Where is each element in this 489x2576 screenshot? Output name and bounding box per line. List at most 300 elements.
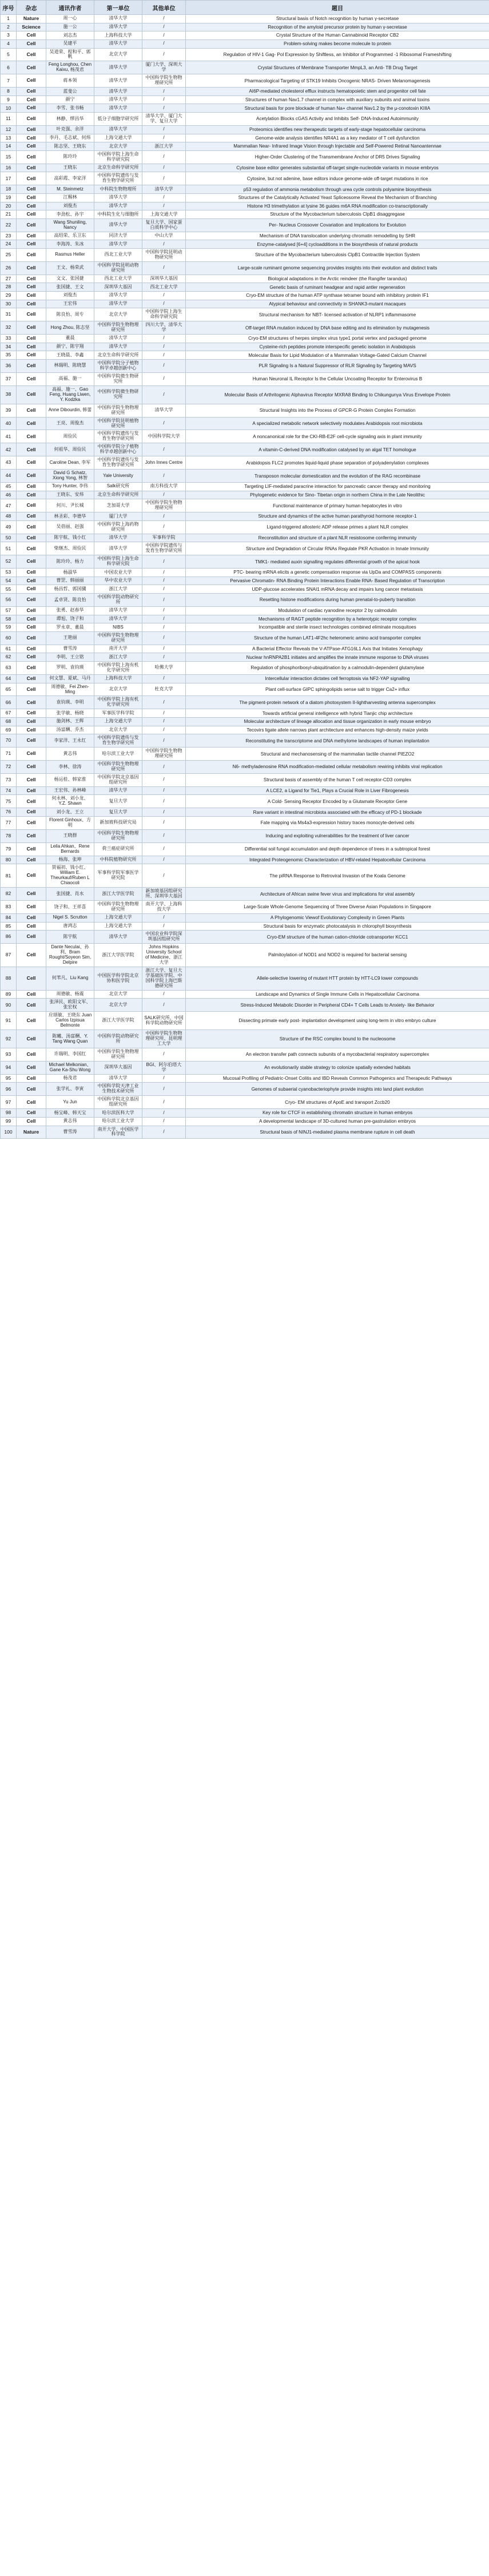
- table-row: [1, 967, 489, 990]
- cell-journal: Cell: [17, 1061, 46, 1074]
- table-body: [1, 15, 489, 1139]
- cell-title: Molecular Basis for Lipid Modulation of a Mammalian Voltage-Gated Calcium Channel: [186, 351, 489, 360]
- cell-index: 65: [1, 683, 17, 696]
- cell-first-affiliation: 西北工业大学: [94, 275, 142, 283]
- column-header-first-affiliation: 第一单位: [94, 1, 142, 15]
- cell-index: 33: [1, 335, 17, 343]
- cell-journal: Cell: [17, 717, 46, 726]
- cell-corresponding-author: 张国捷、王文: [46, 283, 94, 292]
- cell-other-affiliation: /: [142, 999, 186, 1012]
- cell-journal: Cell: [17, 696, 46, 709]
- cell-journal: Cell: [17, 944, 46, 967]
- cell-title: Cryo-EM structure of the human ATP synthase tetramer bound with inhibitory protein IF1: [186, 292, 489, 300]
- cell-title: Tecovirs ligate allele narrows plant architecture and enhances high-density maize yields: [186, 726, 489, 734]
- table-row: [1, 193, 489, 202]
- cell-corresponding-author: 高福、施一、Gao Feng, Huang Liwen, Y. Kodzka: [46, 385, 94, 404]
- cell-journal: Cell: [17, 359, 46, 372]
- table-row: [1, 96, 489, 104]
- cell-first-affiliation: 中国科学院遗传与发育生物学研究所: [94, 734, 142, 748]
- cell-other-affiliation: /: [142, 15, 186, 23]
- cell-first-affiliation: NIBS: [94, 623, 142, 632]
- cell-first-affiliation: 中国科学院生物物理研究所: [94, 761, 142, 774]
- cell-corresponding-author: 吴道荣、程和平、郭帆: [46, 48, 94, 61]
- table-row: [1, 512, 489, 521]
- cell-title: Structural and mechanosensing of the mammalian tactile channel PIEZO2: [186, 748, 489, 761]
- cell-other-affiliation: BGI、阿尔伯塔大学: [142, 1061, 186, 1074]
- cell-index: 71: [1, 748, 17, 761]
- cell-first-affiliation: 浙江大学: [94, 585, 142, 594]
- cell-first-affiliation: 上海交通大学: [94, 922, 142, 931]
- table-row: [1, 645, 489, 653]
- cell-title: Genetic basis of ruminant headgear and rapid antler regeneration: [186, 283, 489, 292]
- table-row: [1, 232, 489, 240]
- cell-first-affiliation: 中国科学院遗传与发育生物学研究所: [94, 430, 142, 443]
- table-row: [1, 1012, 489, 1030]
- cell-journal: Cell: [17, 483, 46, 491]
- cell-index: 15: [1, 150, 17, 164]
- cell-index: 74: [1, 786, 17, 795]
- cell-title: Enzyme-catalysed [6+4] cycloadditions in the biosynthesis of natural products: [186, 240, 489, 249]
- cell-corresponding-author: 饶子和、王祥喜: [46, 901, 94, 914]
- cell-title: A developmental landscape of 3D-cultured human pre-gastrulation embryos: [186, 1117, 489, 1126]
- cell-title: Functional maintenance of primary human hepatocytes in vitro: [186, 499, 489, 512]
- cell-other-affiliation: /: [142, 372, 186, 385]
- cell-title: Problem-solving makes become molecule to protein: [186, 39, 489, 48]
- cell-other-affiliation: 南方科技大学: [142, 483, 186, 491]
- cell-title: Resetting histone modifications during human prenatal-to-puberty transition: [186, 594, 489, 607]
- cell-other-affiliation: /: [142, 491, 186, 499]
- cell-index: 45: [1, 483, 17, 491]
- cell-other-affiliation: 中国科学院遗传与发育生物学研究所: [142, 542, 186, 555]
- cell-other-affiliation: /: [142, 48, 186, 61]
- cell-first-affiliation: 同济大学: [94, 232, 142, 240]
- cell-other-affiliation: /: [142, 922, 186, 931]
- cell-journal: Cell: [17, 308, 46, 321]
- cell-corresponding-author: Dante Neculai、孙利、Bram Rought/Soyeon Sim, Delpire: [46, 944, 94, 967]
- table-row: [1, 585, 489, 594]
- cell-corresponding-author: 颜宁、陈宇翔: [46, 343, 94, 351]
- cell-journal: Cell: [17, 734, 46, 748]
- cell-corresponding-author: 周一心: [46, 15, 94, 23]
- cell-other-affiliation: Johns Hopkins University School of Medicine、浙江大学: [142, 944, 186, 967]
- cell-corresponding-author: 张勇、赵春华: [46, 606, 94, 615]
- cell-corresponding-author: 王宏伟: [46, 300, 94, 308]
- cell-other-affiliation: /: [142, 1126, 186, 1139]
- cell-title: Higher-Order Clustering of the Transmembrane Anchor of DR5 Drives Signaling: [186, 150, 489, 164]
- cell-journal: Cell: [17, 292, 46, 300]
- cell-title: Transposon molecular domestication and the evolution of the RAG recombinase: [186, 470, 489, 483]
- cell-index: 90: [1, 999, 17, 1012]
- cell-journal: Cell: [17, 795, 46, 808]
- cell-index: 31: [1, 308, 17, 321]
- table-row: [1, 300, 489, 308]
- cell-corresponding-author: 蓝斐公: [46, 88, 94, 96]
- table-row: [1, 443, 489, 456]
- cell-journal: Cell: [17, 615, 46, 623]
- cell-title: Differential soil fungal accumulation and depth dependence of trees in a subtropical forest: [186, 842, 489, 856]
- cell-first-affiliation: 中国科学院动物研究所: [94, 1030, 142, 1048]
- cell-first-affiliation: 浙江大学医学院: [94, 888, 142, 901]
- cell-first-affiliation: 清华大学: [94, 300, 142, 308]
- cell-corresponding-author: 叶克强、余洋: [46, 126, 94, 134]
- cell-other-affiliation: /: [142, 31, 186, 40]
- cell-journal: Cell: [17, 1012, 46, 1030]
- cell-first-affiliation: 中国科学院上海有机化学研究所: [94, 696, 142, 709]
- cell-journal: Cell: [17, 372, 46, 385]
- table-row: [1, 491, 489, 499]
- cell-other-affiliation: /: [142, 512, 186, 521]
- cell-other-affiliation: 南开大学、上海科技大学: [142, 901, 186, 914]
- cell-index: 6: [1, 61, 17, 74]
- cell-index: 19: [1, 193, 17, 202]
- cell-journal: Cell: [17, 88, 46, 96]
- cell-corresponding-author: Wang Shuniling, Nancy: [46, 218, 94, 232]
- table-row: [1, 944, 489, 967]
- table-row: [1, 1126, 489, 1139]
- cell-other-affiliation: 杜克大学: [142, 683, 186, 696]
- cell-title: Human Neuronal IL Receptor Is the Cellular Uncoating Receptor for Enterovirus B: [186, 372, 489, 385]
- cell-first-affiliation: 北京大学: [94, 990, 142, 999]
- cell-index: 48: [1, 512, 17, 521]
- cell-index: 63: [1, 662, 17, 675]
- cell-other-affiliation: /: [142, 842, 186, 856]
- cell-first-affiliation: 中国科学院北京基因组研究所: [94, 773, 142, 786]
- cell-corresponding-author: 罗永章、董晨: [46, 623, 94, 632]
- cell-other-affiliation: /: [142, 709, 186, 718]
- cell-index: 38: [1, 385, 17, 404]
- cell-corresponding-author: 王晓东: [46, 164, 94, 172]
- cell-journal: Cell: [17, 709, 46, 718]
- table-row: [1, 31, 489, 40]
- table-row: [1, 999, 489, 1012]
- cell-index: 13: [1, 134, 17, 142]
- cell-title: An evolutionarily stable strategy to colonize spatially extended habitats: [186, 1061, 489, 1074]
- cell-journal: Cell: [17, 512, 46, 521]
- table-row: [1, 577, 489, 585]
- table-row: [1, 150, 489, 164]
- cell-index: 60: [1, 631, 17, 645]
- cell-first-affiliation: 中国科学院生物物理研究所: [94, 1048, 142, 1062]
- cell-first-affiliation: 复旦大学: [94, 808, 142, 817]
- cell-corresponding-author: 王艳丽: [46, 631, 94, 645]
- cell-other-affiliation: /: [142, 23, 186, 31]
- cell-other-affiliation: /: [142, 164, 186, 172]
- cell-other-affiliation: 中山大学: [142, 232, 186, 240]
- cell-other-affiliation: /: [142, 1074, 186, 1083]
- cell-journal: Cell: [17, 218, 46, 232]
- table-row: [1, 321, 489, 335]
- cell-title: Crystal Structure of the Human Cannabinoid Receptor CB2: [186, 31, 489, 40]
- cell-first-affiliation: 中国科学院上海生命科学研究院: [94, 150, 142, 164]
- cell-other-affiliation: /: [142, 520, 186, 534]
- cell-corresponding-author: 袁钧瑛、李明: [46, 696, 94, 709]
- cell-corresponding-author: 曹罡、韩丽丽: [46, 577, 94, 585]
- cell-title: Arabidopsis FLC2 promotes liquid-liquid phase separation of polyadenylation complexes: [186, 456, 489, 470]
- cell-corresponding-author: 周德敏、Fei Zhen-Ming: [46, 683, 94, 696]
- cell-first-affiliation: 清华大学: [94, 534, 142, 542]
- cell-corresponding-author: M. Steinmetz: [46, 185, 94, 194]
- cell-first-affiliation: 清华大学: [94, 343, 142, 351]
- cell-title: Crystal Structures of Membrane Transporter MmpL3, an Anti- TB Drug Target: [186, 61, 489, 74]
- cell-index: 39: [1, 404, 17, 417]
- cell-journal: Cell: [17, 126, 46, 134]
- cell-other-affiliation: /: [142, 172, 186, 185]
- cell-journal: Cell: [17, 499, 46, 512]
- cell-other-affiliation: John Innes Centre: [142, 456, 186, 470]
- cell-corresponding-author: 文文、张国捷: [46, 275, 94, 283]
- cell-journal: Cell: [17, 726, 46, 734]
- cell-other-affiliation: /: [142, 555, 186, 569]
- cell-first-affiliation: 清华大学: [94, 202, 142, 210]
- table-row: [1, 1061, 489, 1074]
- cell-corresponding-author: 李家洋、王永红: [46, 734, 94, 748]
- cell-corresponding-author: 汤富酬、乔杰: [46, 726, 94, 734]
- table-row: [1, 1109, 489, 1118]
- cell-other-affiliation: 中国农业科学院深圳基因组研究所: [142, 931, 186, 944]
- cell-other-affiliation: /: [142, 913, 186, 922]
- cell-corresponding-author: 颜宁: [46, 96, 94, 104]
- cell-first-affiliation: 厦门大学: [94, 512, 142, 521]
- table-row: [1, 842, 489, 856]
- table-row: [1, 1117, 489, 1126]
- cell-other-affiliation: 中国科学院生物物理研究所: [142, 748, 186, 761]
- cell-title: TMK1- mediated auxin signalling regulates differential growth of the apical hook: [186, 555, 489, 569]
- cell-title: Biological adaptations in the Arctic reindeer (the Rangifer tarandus): [186, 275, 489, 283]
- table-row: [1, 594, 489, 607]
- table-row: [1, 417, 489, 430]
- column-header-corresponding-author: 通讯作者: [46, 1, 94, 15]
- table-row: [1, 142, 489, 151]
- cell-title: A noncanonical role for the CKI-RB-E2F cell-cycle signaling axis in plant immunity: [186, 430, 489, 443]
- cell-corresponding-author: 刘志杰: [46, 31, 94, 40]
- cell-first-affiliation: 清华大学: [94, 193, 142, 202]
- cell-title: Cytosine base editor generates substantial off-target single-nucleotide variants in mouse embryos: [186, 164, 489, 172]
- cell-other-affiliation: /: [142, 1109, 186, 1118]
- cell-corresponding-author: 陈良怡、周专: [46, 308, 94, 321]
- cell-corresponding-author: 张学礼、李寅: [46, 1083, 94, 1096]
- cell-journal: Cell: [17, 520, 46, 534]
- cell-journal: Cell: [17, 1109, 46, 1118]
- cell-corresponding-author: 吴蓓丽、赵强: [46, 520, 94, 534]
- cell-other-affiliation: 中国科学院生物物理研究所: [142, 74, 186, 88]
- cell-corresponding-author: 王晓晨、李鑫: [46, 351, 94, 360]
- cell-title: Cryo-EM structures of herpes simplex virus type1 portal vertex and packaged genome: [186, 335, 489, 343]
- cell-corresponding-author: 曹雪涛: [46, 1126, 94, 1139]
- cell-title: Structure and dynamics of the active human parathyroid hormone receptor-1: [186, 512, 489, 521]
- cell-title: A specialized metabolic network selectively modulates Arabidopsis root microbiota: [186, 417, 489, 430]
- cell-journal: Cell: [17, 164, 46, 172]
- cell-corresponding-author: Caroline Dean, 李军: [46, 456, 94, 470]
- cell-index: 95: [1, 1074, 17, 1083]
- cell-journal: Cell: [17, 569, 46, 577]
- cell-first-affiliation: 中国科学院生物物理研究所: [94, 631, 142, 645]
- cell-index: 94: [1, 1061, 17, 1074]
- table-row: [1, 1096, 489, 1109]
- cell-index: 37: [1, 372, 17, 385]
- cell-other-affiliation: /: [142, 594, 186, 607]
- cell-title: Mechanism of DNA translocation underlying chromatin remodelling by SHR: [186, 232, 489, 240]
- table-row: [1, 218, 489, 232]
- cell-title: Mammalian Near- Infrared Image Vision through Injectable and Self-Powered Retinal Nanoantennae: [186, 142, 489, 151]
- cell-title: Structures of human Nav1.7 channel in complex with auxiliary subunits and animal toxins: [186, 96, 489, 104]
- cell-corresponding-author: 李明、王立铭: [46, 653, 94, 662]
- cell-index: 46: [1, 491, 17, 499]
- cell-journal: Cell: [17, 491, 46, 499]
- spreadsheet-container: [0, 0, 489, 1139]
- cell-other-affiliation: /: [142, 623, 186, 632]
- cell-first-affiliation: 北京生命科学研究所: [94, 351, 142, 360]
- cell-corresponding-author: Nigel S. Scrutton: [46, 913, 94, 922]
- cell-first-affiliation: 清华大学: [94, 1074, 142, 1083]
- cell-title: Acetylation Blocks cGAS Activity and Inhibits Self- DNA-Induced Autoimmunity: [186, 113, 489, 126]
- cell-other-affiliation: /: [142, 856, 186, 864]
- cell-journal: Cell: [17, 48, 46, 61]
- cell-journal: Cell: [17, 1030, 46, 1048]
- cell-first-affiliation: 清华大学: [94, 88, 142, 96]
- cell-journal: Cell: [17, 210, 46, 219]
- cell-journal: Cell: [17, 585, 46, 594]
- cell-title: Targeting LIF-mediated paracrine interaction for pancreatic cancer therapy and monitoring: [186, 483, 489, 491]
- cell-corresponding-author: 陈玲玲、杨力: [46, 555, 94, 569]
- cell-journal: Cell: [17, 1117, 46, 1126]
- cell-corresponding-author: 刘俊杰: [46, 202, 94, 210]
- cell-index: 32: [1, 321, 17, 335]
- cell-title: AI6P-mediated cholesterol efflux instructs hematopoietic stem and progenitor cell fate: [186, 88, 489, 96]
- cell-title: Plant cell-surface GIPC sphingolipids sense salt to trigger Ca2+ influx: [186, 683, 489, 696]
- cell-journal: Nature: [17, 1126, 46, 1139]
- cell-first-affiliation: 中国科学院微生物研究所: [94, 385, 142, 404]
- cell-journal: Cell: [17, 343, 46, 351]
- cell-title: UDP-glucose accelerates SNAI1 mRNA decay and impairs lung cancer metastasis: [186, 585, 489, 594]
- cell-other-affiliation: /: [142, 1048, 186, 1062]
- cell-title: Stress-Induced Metabolic Disorder in Peripheral CD4+ T Cells Leads to Anxiety- like Behavior: [186, 999, 489, 1012]
- cell-index: 73: [1, 773, 17, 786]
- table-row: [1, 631, 489, 645]
- cell-corresponding-author: Florent Ginhoux、方明: [46, 817, 94, 830]
- table-row: [1, 1074, 489, 1083]
- cell-first-affiliation: 清华大学: [94, 292, 142, 300]
- cell-journal: Cell: [17, 577, 46, 585]
- cell-index: 57: [1, 606, 17, 615]
- cell-other-affiliation: 厦门大学、深圳大学: [142, 61, 186, 74]
- cell-title: Structural mechanism for NBT- licensed activation of NLRP1 inflammasome: [186, 308, 489, 321]
- cell-first-affiliation: 清华大学: [94, 218, 142, 232]
- cell-journal: Cell: [17, 542, 46, 555]
- cell-first-affiliation: 中科院生物物理所: [94, 185, 142, 194]
- cell-first-affiliation: 中国农业大学: [94, 569, 142, 577]
- cell-index: 85: [1, 922, 17, 931]
- cell-journal: Cell: [17, 999, 46, 1012]
- cell-journal: Cell: [17, 385, 46, 404]
- cell-journal: Cell: [17, 261, 46, 275]
- cell-first-affiliation: 中国科学院遗传与发育生物学研究所: [94, 172, 142, 185]
- cell-other-affiliation: /: [142, 761, 186, 774]
- table-row: [1, 202, 489, 210]
- cell-first-affiliation: 哈尔滨工业大学: [94, 1117, 142, 1126]
- table-row: [1, 717, 489, 726]
- cell-other-affiliation: /: [142, 292, 186, 300]
- cell-other-affiliation: /: [142, 150, 186, 164]
- cell-title: Mechanisms of RAGT peptide recognition by a heterotypic receptor complex: [186, 615, 489, 623]
- cell-index: 30: [1, 300, 17, 308]
- table-row: [1, 1030, 489, 1048]
- cell-journal: Cell: [17, 232, 46, 240]
- cell-corresponding-author: 唐鸿志: [46, 922, 94, 931]
- cell-title: A Phylogenomic Viewof Evolutionary Complexity in Green Plants: [186, 913, 489, 922]
- cell-first-affiliation: 中国科学院分子植物科学卓越创新中心: [94, 359, 142, 372]
- table-row: [1, 534, 489, 542]
- cell-other-affiliation: /: [142, 104, 186, 113]
- table-row: [1, 343, 489, 351]
- cell-journal: Cell: [17, 74, 46, 88]
- cell-index: 43: [1, 456, 17, 470]
- cell-first-affiliation: 上海科技大学: [94, 31, 142, 40]
- cell-first-affiliation: 中国科学院上海有机化学研究所: [94, 662, 142, 675]
- cell-title: Cryo- EM structures of ApoE and transport Zccb20: [186, 1096, 489, 1109]
- cell-index: 44: [1, 470, 17, 483]
- cell-first-affiliation: 清华大学: [94, 615, 142, 623]
- cell-title: Architecture of African swine fever virus and implications for viral assembly: [186, 888, 489, 901]
- column-header-journal: 杂志: [17, 1, 46, 15]
- cell-first-affiliation: 北京大学: [94, 48, 142, 61]
- cell-first-affiliation: 哈尔滨医科大学: [94, 1109, 142, 1118]
- cell-corresponding-author: 周俭民: [46, 430, 94, 443]
- cell-index: 67: [1, 709, 17, 718]
- cell-title: Key role for CTCF in establishing chromatin structure in human embryos: [186, 1109, 489, 1118]
- cell-other-affiliation: /: [142, 674, 186, 683]
- cell-other-affiliation: /: [142, 96, 186, 104]
- cell-title: Inducing and exploiting vulnerabilities for the treatment of liver cancer: [186, 829, 489, 842]
- cell-corresponding-author: 王亮、周俊杰: [46, 417, 94, 430]
- cell-journal: Cell: [17, 662, 46, 675]
- cell-first-affiliation: 深圳华大基因: [94, 283, 142, 292]
- cell-title: Structural Insights into the Process of GPCR-G Protein Complex Formation: [186, 404, 489, 417]
- cell-index: 12: [1, 126, 17, 134]
- table-row: [1, 240, 489, 249]
- cell-journal: Cell: [17, 142, 46, 151]
- cell-title: Per- Nucleus Crossover Covariation and Implications for Evolution: [186, 218, 489, 232]
- cell-corresponding-author: Rasmus Heller: [46, 248, 94, 261]
- cell-index: 98: [1, 1109, 17, 1118]
- table-row: [1, 39, 489, 48]
- cell-journal: Cell: [17, 470, 46, 483]
- cell-title: Histone H3 trimethylation at lysine 36 guides m6A RNA modification co-transcriptionally: [186, 202, 489, 210]
- cell-first-affiliation: 中国科学院遗传与发育生物学研究所: [94, 456, 142, 470]
- cell-corresponding-author: 刘俊杰: [46, 292, 94, 300]
- cell-title: Nuclear hnRNPA2B1 initiates and amplifies the innate immune response to DNA viruses: [186, 653, 489, 662]
- cell-corresponding-author: 何永林、刘小龙、Y.Z. Shawn: [46, 795, 94, 808]
- cell-journal: Cell: [17, 300, 46, 308]
- cell-corresponding-author: 张泽民、欧阳文军、张宏权: [46, 999, 94, 1012]
- cell-corresponding-author: Tony Hunter, 李伟: [46, 483, 94, 491]
- cell-index: 53: [1, 569, 17, 577]
- cell-first-affiliation: 清华大学: [94, 23, 142, 31]
- cell-other-affiliation: /: [142, 240, 186, 249]
- table-row: [1, 248, 489, 261]
- cell-corresponding-author: 林圣彩、李德华: [46, 512, 94, 521]
- cell-index: 62: [1, 653, 17, 662]
- cell-index: 54: [1, 577, 17, 585]
- cell-corresponding-author: 高福、施一: [46, 372, 94, 385]
- cell-other-affiliation: /: [142, 734, 186, 748]
- cell-other-affiliation: /: [142, 585, 186, 594]
- table-row: [1, 430, 489, 443]
- cell-index: 70: [1, 734, 17, 748]
- cell-index: 20: [1, 202, 17, 210]
- cell-first-affiliation: 清华大学: [94, 74, 142, 88]
- cell-title: Mucosal Profiling of Pediatric-Onset Colitis and IBD Reveals Common Pathogenics and Therapeutic Pathways: [186, 1074, 489, 1083]
- cell-corresponding-author: 陈志坚、王晓东: [46, 142, 94, 151]
